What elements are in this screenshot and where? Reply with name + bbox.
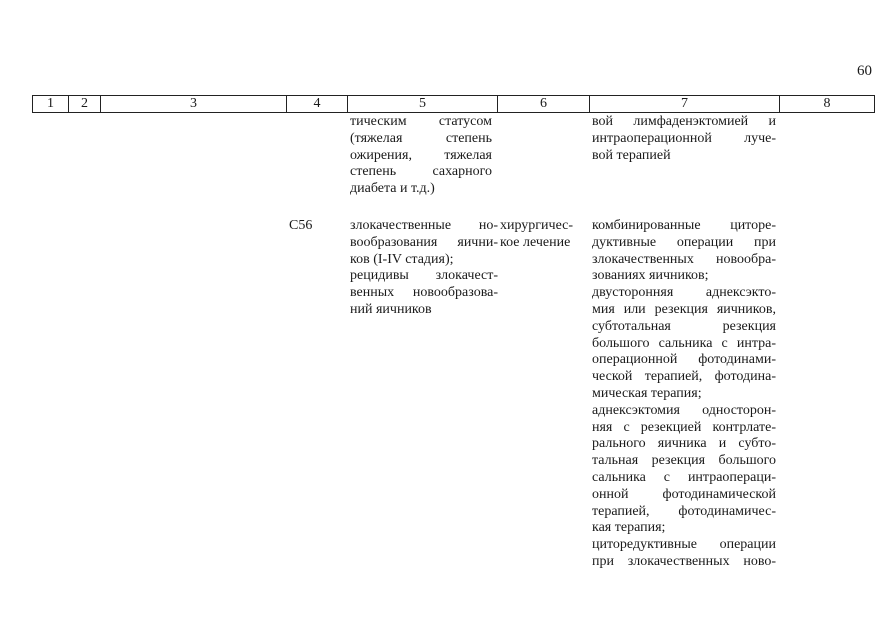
text-line: операционной фотодинами- [592,352,776,368]
text-line: зованиях яичников; [592,268,709,284]
text-line: няя с резекцией контрлате- [592,419,776,435]
text-line: злокачественных новообра- [592,251,776,267]
row1-diagnosis-text [350,114,492,198]
text-line: злокачественные но- [350,218,498,233]
row1-method-text [592,114,776,164]
text-line: кая терапия; [592,520,666,536]
text-line: при злокачественных ново- [592,553,776,569]
text-line: интраоперационной луче- [592,130,776,146]
column-number-3: 3 [101,96,287,113]
text-line: (тяжелая степень [350,130,492,146]
column-number-6: 6 [498,96,590,113]
text-line: ожирения, тяжелая [350,147,492,163]
text-line: кое лечение [500,234,571,250]
text-line: терапией, фотодинамичес- [592,503,776,519]
text-line: ческой терапией, фотодина- [592,369,776,385]
text-line: вой терапией [592,147,671,163]
text-line: вообразования яични- [350,234,498,250]
text-line: дуктивные операции при [592,234,776,250]
row2-method-text [592,218,776,571]
text-line: С56 [289,218,313,233]
text-line: рецидивы злокачест- [350,268,498,284]
page-number: 60 [857,63,872,79]
text-line: мия или резекция яичников, [592,301,776,317]
text-line: аднексэктомия односторон- [592,402,776,418]
column-number-4: 4 [287,96,348,113]
column-number-2: 2 [69,96,101,113]
column-number-5: 5 [348,96,498,113]
text-line: субтотальная резекция [592,318,776,334]
icd-code [289,218,339,235]
column-number-7: 7 [590,96,780,113]
text-line: комбинированные циторе- [592,218,776,233]
text-line: тическим статусом [350,114,492,129]
text-line: большого сальника с интра- [592,335,776,351]
text-line: хирургичес- [500,218,574,233]
text-line: тальная резекция большого [592,453,776,469]
text-line: онной фотодинамической [592,486,776,502]
text-line: циторедуктивные операции [592,537,776,553]
text-line: вой лимфаденэктомией и [592,114,776,129]
text-line: ков (I-IV стадия); [350,251,454,267]
text-line: мическая терапия; [592,385,702,401]
text-line: сальника с интраопераци- [592,469,776,485]
text-line: венных новообразова- [350,285,498,301]
text-line: степень сахарного [350,164,492,180]
column-header-table [32,95,875,113]
column-number-8: 8 [780,96,875,113]
text-line: двусторонняя аднексэкто- [592,285,776,301]
column-number-1: 1 [33,96,69,113]
text-line: рального яичника и субто- [592,436,776,452]
text-line: диабета и т.д.) [350,181,435,197]
text-line: ний яичников [350,301,432,317]
row2-diagnosis-text [350,218,498,319]
treatment-type [500,218,582,252]
